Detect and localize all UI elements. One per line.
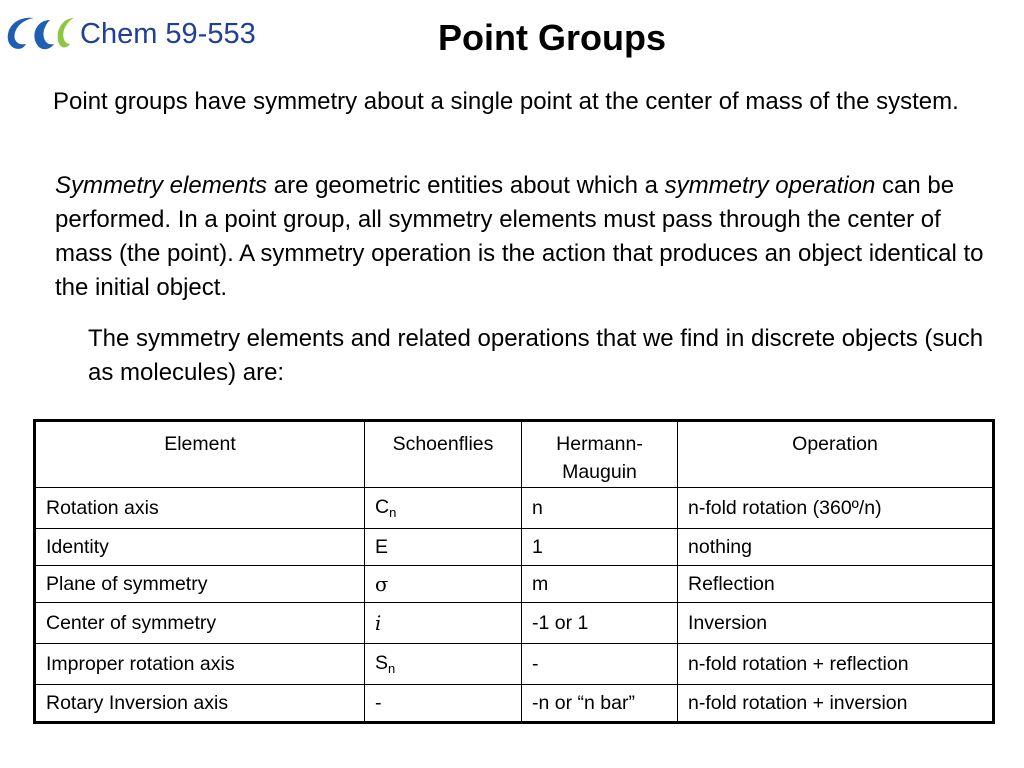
schoenflies-symbol: S <box>375 652 389 674</box>
schoenflies-subscript: n <box>388 661 396 676</box>
header-hermann-mauguin: Hermann-Mauguin <box>522 421 678 488</box>
cell-element: Rotation axis <box>35 488 365 529</box>
cell-element: Plane of symmetry <box>35 566 365 603</box>
cell-hermann-mauguin: -1 or 1 <box>522 603 678 644</box>
table-row <box>35 566 994 603</box>
symmetry-elements-table <box>33 419 995 724</box>
cell-hermann-mauguin: -n or “n bar” <box>522 685 678 723</box>
course-code: Chem 59-553 <box>80 18 256 50</box>
lead-in-paragraph: The symmetry elements and related operations that we find in discrete objects (such as molecules) are: <box>88 325 984 386</box>
cell-schoenflies: - <box>365 685 522 723</box>
cell-hermann-mauguin: m <box>522 566 678 603</box>
cell-operation: Inversion <box>678 603 994 644</box>
cell-schoenflies <box>365 488 522 529</box>
cell-schoenflies: σ <box>365 566 522 603</box>
cell-hermann-mauguin: n <box>522 488 678 529</box>
table-row <box>35 685 994 723</box>
cell-operation: n-fold rotation (360º/n) <box>678 488 994 529</box>
schoenflies-symbol: C <box>375 496 390 518</box>
definition-paragraph <box>55 169 985 305</box>
cell-hermann-mauguin: 1 <box>522 529 678 566</box>
header-schoenflies: Schoenflies <box>365 421 522 488</box>
intro-paragraph: Point groups have symmetry about a single point at the center of mass of the system. <box>53 88 959 115</box>
cell-schoenflies: i <box>365 603 522 644</box>
definition-text-2: can be performed. In a point group, all symmetry elements must pass through the center of mass (the point). A symmetry operation is the action that produces an object identical to the initial object. <box>55 172 984 301</box>
table-row <box>35 488 994 529</box>
table-row <box>35 603 994 644</box>
cell-element: Rotary Inversion axis <box>35 685 365 723</box>
table-row <box>35 644 994 685</box>
definition-text-1: are geometric entities about which a <box>267 172 665 199</box>
cell-hermann-mauguin: - <box>522 644 678 685</box>
cell-element: Center of symmetry <box>35 603 365 644</box>
cell-element: Improper rotation axis <box>35 644 365 685</box>
header-element: Element <box>35 421 365 488</box>
cell-operation: n-fold rotation + inversion <box>678 685 994 723</box>
cell-operation: nothing <box>678 529 994 566</box>
cell-operation: Reflection <box>678 566 994 603</box>
cell-element: Identity <box>35 529 365 566</box>
page-title: Point Groups <box>438 17 666 58</box>
term-symmetry-operation: symmetry operation <box>664 172 876 199</box>
cell-operation: n-fold rotation + reflection <box>678 644 994 685</box>
cell-schoenflies <box>365 644 522 685</box>
header-operation: Operation <box>678 421 994 488</box>
table-row <box>35 529 994 566</box>
table-header-row <box>35 421 994 488</box>
cell-schoenflies: E <box>365 529 522 566</box>
term-symmetry-elements: Symmetry elements <box>55 172 268 199</box>
schoenflies-subscript: n <box>389 505 397 520</box>
